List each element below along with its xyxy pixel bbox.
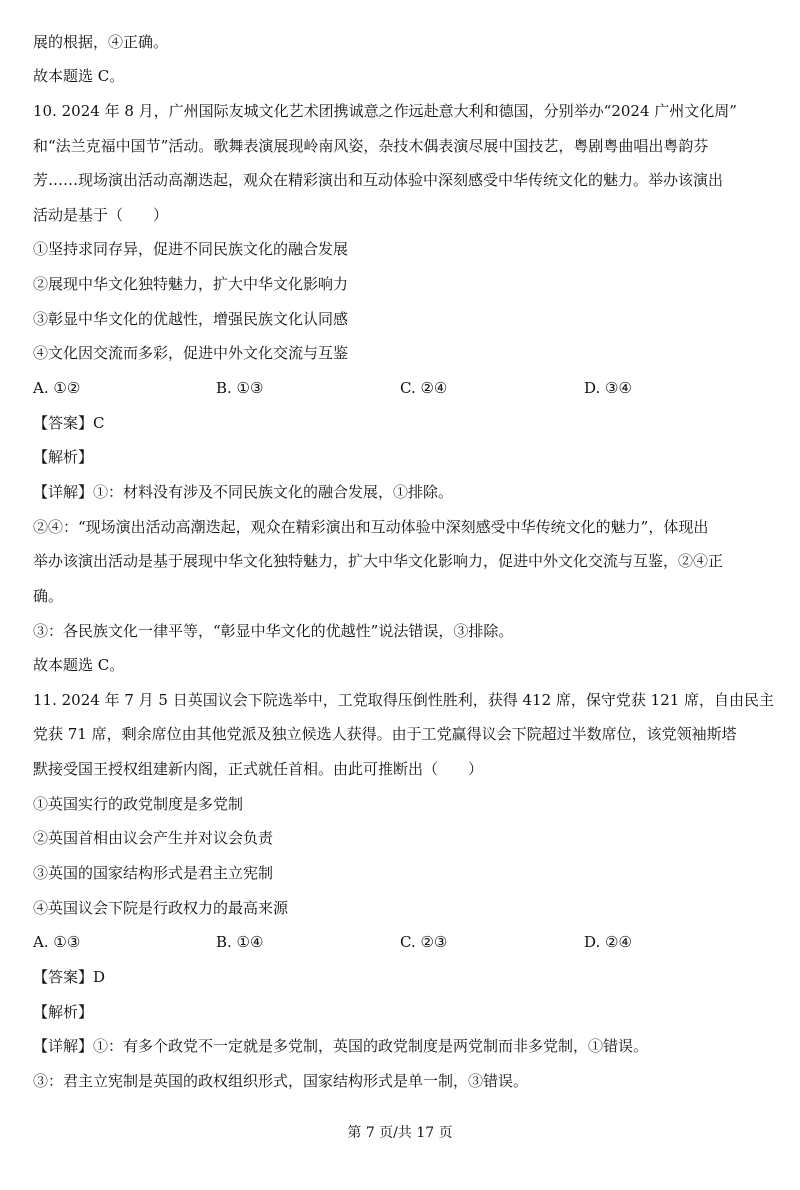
explanation-line: ②④：“现场演出活动高潮迭起，观众在精彩演出和互动体验中深刻感受中华传统文化的魅力”，体现出 <box>33 518 709 536</box>
explanation-line: 举办该演出活动是基于展现中华文化独特魅力，扩大中华文化影响力，促进中外文化交流与互鉴，②④正 <box>33 552 724 570</box>
statement-item: ①坚持求同存异，促进不同民族文化的融合发展 <box>33 240 349 258</box>
option-b: B. ①④ <box>216 933 264 951</box>
explanation-line: 【详解】①：材料没有涉及不同民族文化的融合发展，①排除。 <box>33 483 454 501</box>
text-line: 故本题选 C。 <box>33 67 125 85</box>
question-10-stem: 和“法兰克福中国节”活动。歌舞表演展现岭南风姿，杂技木偶表演尽展中国技艺，粤剧粤曲唱出粤韵芬 <box>33 137 709 155</box>
statement-item: ③彰显中华文化的优越性，增强民族文化认同感 <box>33 310 349 328</box>
answer-label: 【答案】D <box>33 968 106 986</box>
explanation-line: 【详解】①：有多个政党不一定就是多党制，英国的政党制度是两党制而非多党制，①错误。 <box>33 1037 649 1055</box>
statement-item: ③英国的国家结构形式是君主立宪制 <box>33 864 274 882</box>
question-10-stem: 芳……现场演出活动高潮迭起，观众在精彩演出和互动体验中深刻感受中华传统文化的魅力。举办该演出 <box>33 171 724 189</box>
explanation-line: ③：君主立宪制是英国的政权组织形式，国家结构形式是单一制，③错误。 <box>33 1072 529 1090</box>
question-10-stem: 10. 2024 年 8 月，广州国际友城文化艺术团携诚意之作远赴意大利和德国，分别举办“2024 广州文化周” <box>33 102 737 120</box>
statement-item: ②展现中华文化独特魅力，扩大中华文化影响力 <box>33 275 349 293</box>
question-10-options <box>33 378 780 398</box>
option-c: C. ②③ <box>400 933 448 951</box>
question-11-options <box>33 932 780 952</box>
statement-item: ④文化因交流而多彩，促进中外文化交流与互鉴 <box>33 344 349 362</box>
statement-item: ④英国议会下院是行政权力的最高来源 <box>33 899 289 917</box>
explanation-line: ③：各民族文化一律平等，“彰显中华文化的优越性”说法错误，③排除。 <box>33 622 514 640</box>
option-d: D. ③④ <box>584 379 632 397</box>
answer-label: 【答案】C <box>33 414 105 432</box>
question-10-stem: 活动是基于（ ） <box>33 206 169 224</box>
analysis-label: 【解析】 <box>33 1003 94 1021</box>
text-line: 故本题选 C。 <box>33 656 125 674</box>
statement-item: ①英国实行的政党制度是多党制 <box>33 795 244 813</box>
option-c: C. ②④ <box>400 379 448 397</box>
option-a: A. ①③ <box>33 933 81 951</box>
option-b: B. ①③ <box>216 379 264 397</box>
statement-item: ②英国首相由议会产生并对议会负责 <box>33 829 274 847</box>
question-11-stem: 默接受国王授权组建新内阁，正式就任首相。由此可推断出（ ） <box>33 760 484 778</box>
question-11-stem: 党获 71 席，剩余席位由其他党派及独立候选人获得。由于工党赢得议会下院超过半数席位，该党领袖斯塔 <box>33 725 737 743</box>
question-11-stem: 11. 2024 年 7 月 5 日英国议会下院选举中，工党取得压倒性胜利，获得 412 席，保守党获 121 席，自由民主 <box>33 691 775 709</box>
analysis-label: 【解析】 <box>33 448 94 466</box>
text-line: 展的根据，④正确。 <box>33 33 169 51</box>
page-number-footer: 第 7 页/共 17 页 <box>347 1125 453 1141</box>
explanation-line: 确。 <box>33 587 64 605</box>
option-a: A. ①② <box>33 379 81 397</box>
option-d: D. ②④ <box>584 933 632 951</box>
